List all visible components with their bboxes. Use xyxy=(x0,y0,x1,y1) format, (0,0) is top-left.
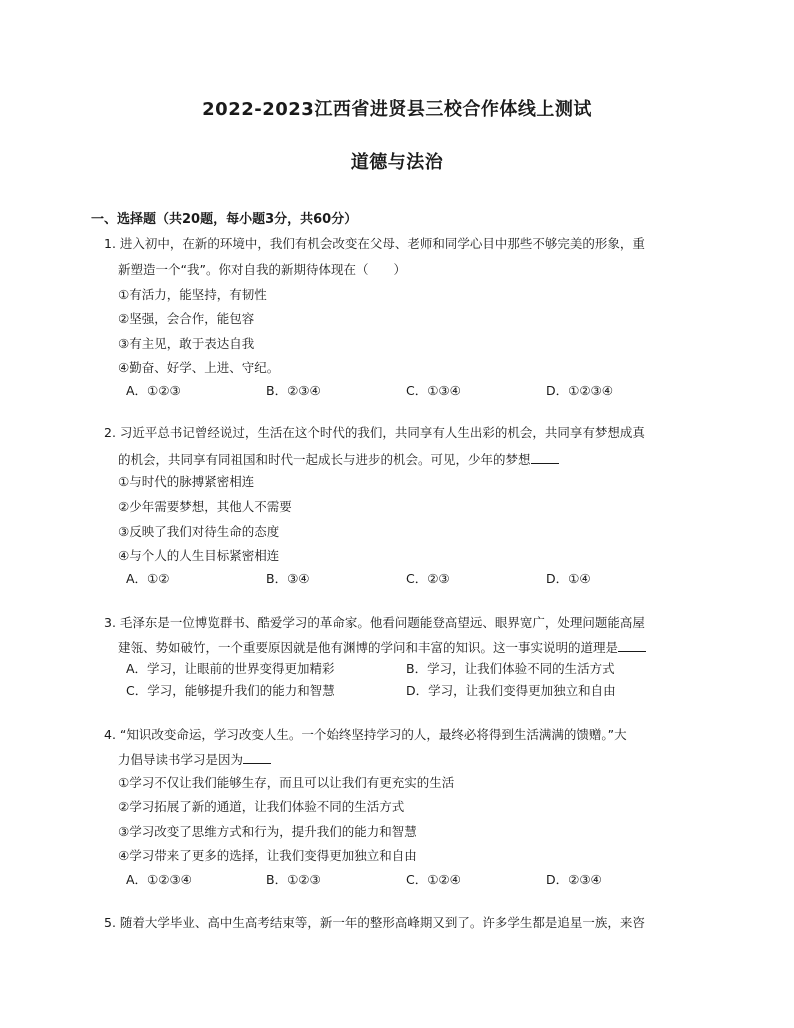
q3-stem-text: 建瓴、势如破竹，一个重要原因就是他有渊博的学问和丰富的知识。这一事实说明的道理是 xyxy=(118,640,619,655)
q1-option-b[interactable]: B．②③④ xyxy=(266,383,321,398)
q1-item-3: ③有主见，敢于表达自我 xyxy=(118,336,255,351)
subject-title: 道德与法治 xyxy=(350,152,444,173)
q2-item-3: ③反映了我们对待生命的态度 xyxy=(118,524,280,539)
q1-stem-line-1: 1. 进入初中，在新的环境中，我们有机会改变在父母、老师和同学心目中那些不够完美的形象，重 xyxy=(104,236,645,251)
q4-stem-line-1: 4. “知识改变命运，学习改变人生。一个始终坚持学习的人，最终必将得到生活满满的馈赠。”大 xyxy=(104,727,627,742)
answer-blank xyxy=(243,751,271,764)
q2-stem-text: 的机会，共同享有同祖国和时代一起成长与进步的机会。可见，少年的梦想 xyxy=(118,452,531,467)
q3-option-c[interactable]: C．学习，能够提升我们的能力和智慧 xyxy=(126,683,335,698)
q4-stem-line-2 xyxy=(118,751,271,768)
q2-item-2: ②少年需要梦想，其他人不需要 xyxy=(118,499,292,514)
q4-item-3: ③学习改变了思维方式和行为，提升我们的能力和智慧 xyxy=(118,824,417,839)
q4-item-1: ①学习不仅让我们能够生存，而且可以让我们有更充实的生活 xyxy=(118,775,455,790)
q2-option-a[interactable]: A．①② xyxy=(126,571,170,586)
q2-item-1: ①与时代的脉搏紧密相连 xyxy=(118,474,255,489)
q3-stem-line-2 xyxy=(118,639,646,656)
q1-option-c[interactable]: C．①③④ xyxy=(406,383,461,398)
q1-option-a[interactable]: A．①②③ xyxy=(126,383,181,398)
q4-item-4: ④学习带来了更多的选择，让我们变得更加独立和自由 xyxy=(118,848,417,863)
q4-option-a[interactable]: A．①②③④ xyxy=(126,872,192,887)
q1-item-1: ①有活力，能坚持，有韧性 xyxy=(118,287,267,302)
q2-stem-line-1: 2. 习近平总书记曾经说过，生活在这个时代的我们，共同享有人生出彩的机会，共同享有梦想成真 xyxy=(104,425,645,440)
q1-stem-line-2: 新塑造一个“我”。你对自我的新期待体现在（ ） xyxy=(118,262,406,277)
q3-option-b[interactable]: B．学习，让我们体验不同的生活方式 xyxy=(406,661,615,676)
q2-stem-line-2 xyxy=(118,451,559,468)
q2-item-4: ④与个人的人生目标紧密相连 xyxy=(118,548,280,563)
q3-stem-line-1: 3. 毛泽东是一位博览群书、酷爱学习的革命家。他看问题能登高望远、眼界宽广，处理问题能高屋 xyxy=(104,615,645,630)
answer-blank xyxy=(618,639,646,652)
q4-option-b[interactable]: B．①②③ xyxy=(266,872,321,887)
q3-option-d[interactable]: D．学习，让我们变得更加独立和自由 xyxy=(406,683,616,698)
answer-blank xyxy=(531,451,559,464)
q1-item-4: ④勤奋、好学、上进、守纪。 xyxy=(118,360,280,375)
q4-option-c[interactable]: C．①②④ xyxy=(406,872,461,887)
q4-item-2: ②学习拓展了新的通道，让我们体验不同的生活方式 xyxy=(118,799,405,814)
q1-item-2: ②坚强，会合作，能包容 xyxy=(118,311,255,326)
q2-option-c[interactable]: C．②③ xyxy=(406,571,450,586)
q4-option-d[interactable]: D．②③④ xyxy=(546,872,602,887)
q5-stem-line-1: 5. 随着大学毕业、高中生高考结束等，新一年的整形高峰期又到了。许多学生都是追星一族，来咨 xyxy=(104,915,645,930)
exam-title: 2022-2023江西省进贤县三校合作体线上测试 xyxy=(202,99,592,120)
q4-stem-text: 力倡导读书学习是因为 xyxy=(118,752,244,767)
q2-option-b[interactable]: B．③④ xyxy=(266,571,310,586)
section-heading: 一、选择题（共20题，每小题3分，共60分） xyxy=(91,212,358,227)
q1-option-d[interactable]: D．①②③④ xyxy=(546,383,613,398)
q2-option-d[interactable]: D．①④ xyxy=(546,571,591,586)
q3-option-a[interactable]: A．学习，让眼前的世界变得更加精彩 xyxy=(126,661,335,676)
